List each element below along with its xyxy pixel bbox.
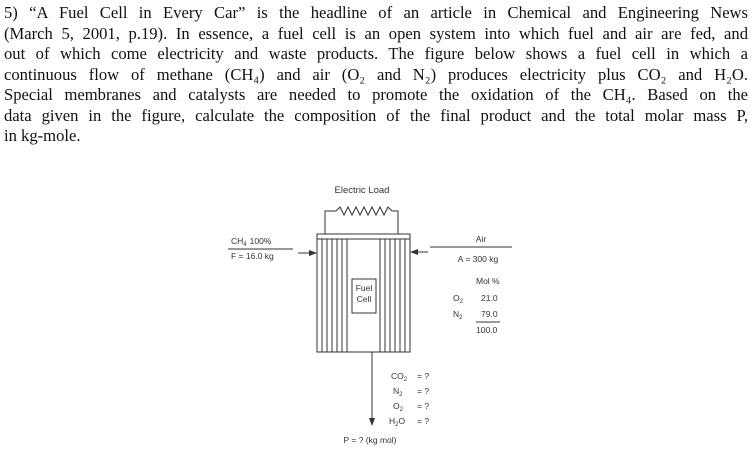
electric-load-label: Electric Load xyxy=(334,185,390,196)
product-co2-name: $CO_2$ xyxy=(391,371,408,383)
product-o2-value: = ? xyxy=(417,401,430,411)
fuel-cell-label-line1: Fuel xyxy=(355,283,373,293)
electric-load-circuit xyxy=(325,207,398,234)
product-flow-label: P = ? (kg mol) xyxy=(343,435,397,445)
product-co2-value: = ? xyxy=(417,371,430,381)
problem-line: out of which come electricity and waste products. The figure below shows a fuel cell in which a xyxy=(4,44,748,63)
problem-line: continuous flow of methane (CH₄) and air (O₂ and N₂) produces electricity plus CO₂ and H₂O. xyxy=(4,64,748,84)
product-n2-value: = ? xyxy=(417,386,430,396)
air-composition-n2-value: 79.0 xyxy=(481,309,498,319)
air-composition-total: 100.0 xyxy=(476,325,498,335)
air-composition-n2-name: $N_2$ xyxy=(453,309,463,321)
product-h2o-name: $H_2O$ xyxy=(389,416,406,428)
air-composition-o2-value: 21.0 xyxy=(481,293,498,303)
air-feed-title: Air xyxy=(475,234,487,244)
cell-top-plate xyxy=(317,234,410,239)
product-h2o-value: = ? xyxy=(417,416,430,426)
problem-line: data given in the figure, calculate the composition of the final product and the total molar mass P, xyxy=(4,105,748,125)
resistor-symbol xyxy=(336,207,392,215)
problem-line: in kg-mole. xyxy=(4,126,81,145)
problem-line: Special membranes and catalysts are needed to promote the oxidation of the CH₄. Based on the xyxy=(4,85,748,104)
problem-line: (March 5, 2001, p.19). In essence, a fuel cell is an open system into which fuel and air are fed, and xyxy=(4,23,748,43)
air-composition-o2-name: $O_2$ xyxy=(453,293,463,305)
fuel-cell-label-line2: Cell xyxy=(356,294,372,304)
fuel-feed-flow: F = 16.0 kg xyxy=(231,251,274,261)
problem-line: 5) “A Fuel Cell in Every Car” is the headline of an article in Chemical and Engineering News xyxy=(4,3,748,22)
product-o2-name: $O_2$ xyxy=(393,401,403,413)
fuel-feed-component: $CH_4$ 100% xyxy=(231,236,272,248)
product-n2-name: $N_2$ xyxy=(393,386,403,398)
air-feed-flow: A = 300 kg xyxy=(457,254,499,264)
air-composition-header: Mol % xyxy=(476,276,500,286)
